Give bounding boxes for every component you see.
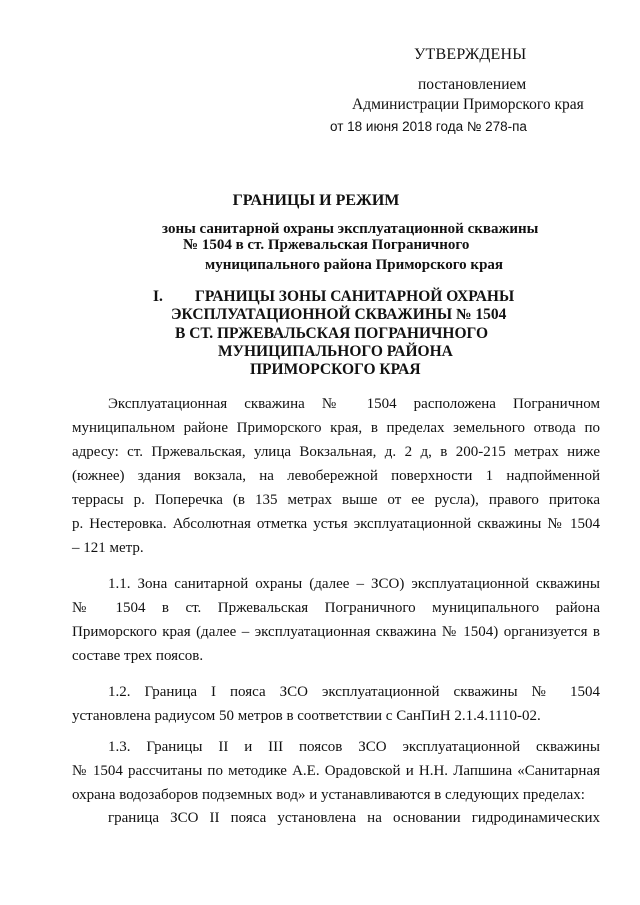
paragraph-location: [72, 392, 600, 560]
paragraph-line: 1.2. Граница I пояса ЗСО эксплуатационной скважины № 1504: [108, 684, 600, 700]
paragraph-line: установлена радиусом 50 метров в соответствии с СанПиН 2.1.4.1110-02.: [72, 708, 541, 724]
paragraph-line: адресу: ст. Пржевальская, улица Вокзальная, д. 2 д, в 200-215 метрах ниже: [72, 444, 600, 460]
paragraph-line: р. Нестеровка. Абсолютная отметка устья эксплуатационной скважины № 1504: [72, 516, 600, 532]
paragraph-line: террасы р. Поперечка (в 135 метрах выше от ее русла), правого притока: [72, 492, 600, 508]
paragraph-1-1: [72, 572, 600, 668]
paragraph-1-2: [72, 680, 600, 728]
approval-by: постановлением: [418, 76, 527, 93]
paragraph-line: (южнее) здания вокзала, на левобережной поверхности 1 надпойменной: [72, 468, 600, 484]
section-heading-line: ПРИМОРСКОГО КРАЯ: [250, 361, 421, 378]
section-heading-line: МУНИЦИПАЛЬНОГО РАЙОНА: [218, 343, 453, 360]
paragraph-line: 1.1. Зона санитарной охраны (далее – ЗСО) эксплуатационной скважины: [108, 576, 600, 592]
paragraph-line: – 121 метр.: [72, 540, 144, 556]
paragraph-line: № 1504 рассчитаны по методике А.Е. Орадовской и Н.Н. Лапшина «Санитарная: [72, 763, 600, 779]
paragraph-line: № 1504 в ст. Пржевальская Пограничного муниципального района: [72, 600, 600, 616]
approval-authority: Администрации Приморского края: [352, 96, 584, 113]
paragraph-line: составе трех поясов.: [72, 648, 204, 664]
document-title: ГРАНИЦЫ И РЕЖИМ: [232, 192, 400, 209]
approved-label: УТВЕРЖДЕНЫ: [414, 46, 527, 63]
paragraph-line: Приморского края (далее – эксплуатационная скважина № 1504) организуется в: [72, 624, 600, 640]
subtitle-line: № 1504 в ст. Пржевальская Пограничного: [183, 237, 470, 253]
paragraph-1-3: [72, 735, 600, 807]
paragraph-line: граница ЗСО II пояса установлена на основании гидродинамических: [108, 810, 600, 826]
section-number: I.: [153, 288, 163, 305]
paragraph-line: Эксплуатационная скважина № 1504 расположена Пограничном: [108, 396, 600, 412]
paragraph-zone-ii: [72, 806, 600, 830]
subtitle-line: зоны санитарной охраны эксплуатационной скважины: [162, 221, 539, 237]
section-heading-line: В СТ. ПРЖЕВАЛЬСКАЯ ПОГРАНИЧНОГО: [175, 325, 489, 342]
subtitle-line: муниципального района Приморского края: [205, 257, 504, 273]
paragraph-line: охрана водозаборов подземных вод» и устанавливаются в следующих пределах:: [72, 787, 585, 803]
paragraph-line: 1.3. Границы II и III поясов ЗСО эксплуатационной скважины: [108, 739, 600, 755]
paragraph-line: муниципальном районе Приморского края, в пределах земельного отвода по: [72, 420, 600, 436]
approval-date: от 18 июня 2018 года № 278-па: [330, 119, 527, 134]
section-heading-line: ЭКСПЛУАТАЦИОННОЙ СКВАЖИНЫ № 1504: [171, 306, 507, 323]
section-heading-line: ГРАНИЦЫ ЗОНЫ САНИТАРНОЙ ОХРАНЫ: [195, 288, 515, 305]
